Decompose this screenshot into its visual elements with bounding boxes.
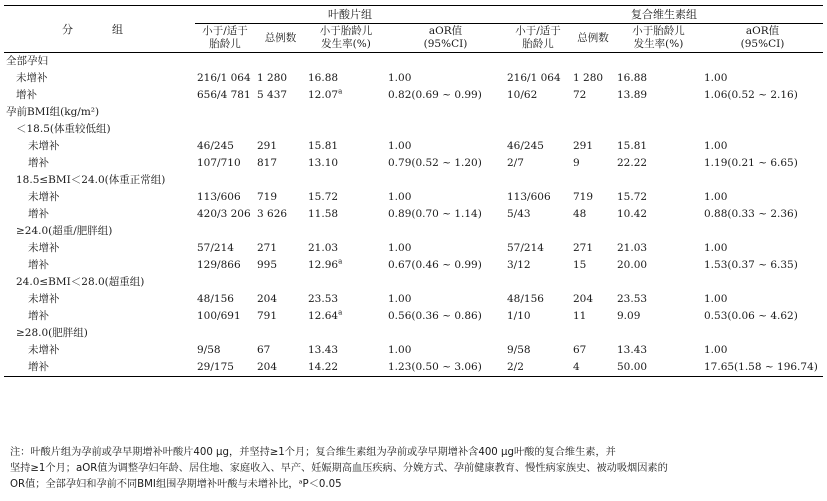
cell-value: 15.81 <box>308 140 339 152</box>
row-label: 未增补 <box>16 72 48 84</box>
cell-value: 1.00 <box>388 191 412 203</box>
cell-value: 13.43 <box>617 344 648 356</box>
header-text: 小于胎龄儿 <box>319 25 373 37</box>
header-mv-col-3 <box>702 24 823 53</box>
cell-fa-3 <box>386 138 505 155</box>
row-filler <box>195 274 823 291</box>
row-filler <box>195 104 823 121</box>
cell-mv-2 <box>615 308 702 325</box>
cell-fa-2 <box>306 257 386 274</box>
section-row <box>4 53 823 71</box>
cell-mv-1 <box>571 240 615 257</box>
row-filler <box>195 172 823 189</box>
cell-mv-2 <box>615 206 702 223</box>
cell-value: 11.58 <box>308 208 339 220</box>
header-mv-col-1 <box>571 24 615 53</box>
cell-value: 291 <box>257 140 278 152</box>
table-row <box>4 342 823 359</box>
cell-value: 1.00 <box>704 293 728 305</box>
header-fa-col-0 <box>195 24 255 53</box>
cell-value: 3/12 <box>507 259 531 271</box>
cell-value: 15 <box>573 259 587 271</box>
cell-value: 1.00 <box>704 72 728 84</box>
row-label: ＜18.5(体重较低组) <box>16 123 111 135</box>
cell-mv-0 <box>505 342 571 359</box>
cell-mv-2 <box>615 359 702 377</box>
cell-fa-3 <box>386 87 505 104</box>
cell-mv-3 <box>702 308 823 325</box>
cell-value: 12.07 <box>308 89 339 101</box>
cell-fa-0 <box>195 155 255 172</box>
cell-fa-2 <box>306 291 386 308</box>
cell-value: 1 280 <box>573 72 604 84</box>
cell-value: 5/43 <box>507 208 531 220</box>
header-text: 小于胎龄儿 <box>632 25 685 37</box>
cell-value: 129/866 <box>197 259 241 271</box>
cell-fa-2 <box>306 206 386 223</box>
cell-value: 0.89(0.70 ~ 1.14) <box>388 208 482 220</box>
table-row <box>4 70 823 87</box>
cell-value: 1.53(0.37 ~ 6.35) <box>704 259 798 271</box>
cell-value: 1.06(0.52 ~ 2.16) <box>704 89 798 101</box>
cell-value: 291 <box>573 140 594 152</box>
cell-value: 1.19(0.21 ~ 6.65) <box>704 157 798 169</box>
cell-value: 67 <box>573 344 587 356</box>
cell-mv-0 <box>505 70 571 87</box>
header-folic-acid-group: 叶酸片组 <box>195 6 505 24</box>
header-mv-col-0 <box>505 24 571 53</box>
cell-value: 9/58 <box>507 344 531 356</box>
cell-fa-3 <box>386 359 505 377</box>
cell-value: 216/1 064 <box>507 72 561 84</box>
cell-value: 3 626 <box>257 208 288 220</box>
cell-value: 271 <box>573 242 594 254</box>
section-row <box>4 325 823 342</box>
significance-mark: a <box>338 257 343 266</box>
row-filler <box>195 121 823 138</box>
cell-value: 719 <box>573 191 594 203</box>
header-text: 小于/适于 <box>202 25 248 37</box>
header-text: 胎龄儿 <box>209 38 241 50</box>
cell-mv-3 <box>702 291 823 308</box>
note-line-2: 坚持≥1个月；aOR值为调整孕妇年龄、居住地、家庭收入、早产、妊娠期高血压疾病、分娩方式、孕前健康教育、慢性病家族史、被动吸烟因素的 <box>10 463 668 474</box>
cell-mv-2 <box>615 240 702 257</box>
cell-value: 1.00 <box>704 140 728 152</box>
cell-fa-2 <box>306 70 386 87</box>
cell-fa-2 <box>306 189 386 206</box>
header-text: 胎龄儿 <box>522 38 554 50</box>
cell-mv-3 <box>702 359 823 377</box>
cell-value: 719 <box>257 191 278 203</box>
cell-mv-3 <box>702 138 823 155</box>
table-row <box>4 155 823 172</box>
cell-fa-1 <box>255 189 306 206</box>
cell-fa-1 <box>255 70 306 87</box>
significance-mark: a <box>338 87 343 96</box>
cell-fa-3 <box>386 257 505 274</box>
cell-fa-1 <box>255 206 306 223</box>
row-label: ≥24.0(超重/肥胖组) <box>16 225 113 237</box>
table-row <box>4 189 823 206</box>
cell-fa-0 <box>195 342 255 359</box>
cell-mv-0 <box>505 206 571 223</box>
header-text: (95%CI) <box>740 38 785 50</box>
cell-value: 48/156 <box>507 293 544 305</box>
cell-value: 1.00 <box>388 72 412 84</box>
cell-value: 2/7 <box>507 157 524 169</box>
cell-fa-3 <box>386 342 505 359</box>
cell-mv-3 <box>702 342 823 359</box>
cell-mv-3 <box>702 87 823 104</box>
table-row <box>4 138 823 155</box>
cell-value: 791 <box>257 310 278 322</box>
cell-value: 48/156 <box>197 293 234 305</box>
cell-fa-2 <box>306 240 386 257</box>
cell-value: 5 437 <box>257 89 288 101</box>
cell-mv-0 <box>505 87 571 104</box>
cell-mv-3 <box>702 189 823 206</box>
cell-fa-1 <box>255 359 306 377</box>
row-label: 未增补 <box>28 140 60 152</box>
table-row <box>4 359 823 377</box>
cell-value: 21.03 <box>308 242 339 254</box>
row-label: 18.5≤BMI＜24.0(体重正常组) <box>16 174 166 186</box>
table-row <box>4 257 823 274</box>
cell-fa-3 <box>386 70 505 87</box>
cell-fa-1 <box>255 240 306 257</box>
cell-fa-0 <box>195 308 255 325</box>
cell-value: 29/175 <box>197 361 234 373</box>
cell-fa-2 <box>306 359 386 377</box>
cell-mv-1 <box>571 308 615 325</box>
cell-mv-3 <box>702 240 823 257</box>
cell-value: 72 <box>573 89 587 101</box>
row-label: 增补 <box>28 208 49 220</box>
cell-fa-3 <box>386 240 505 257</box>
cell-value: 14.22 <box>308 361 339 373</box>
header-fa-col-2 <box>306 24 386 53</box>
row-label: 增补 <box>16 89 37 101</box>
cell-fa-3 <box>386 155 505 172</box>
header-fa-col-1 <box>255 24 306 53</box>
cell-fa-2 <box>306 138 386 155</box>
header-text: 小于/适于 <box>515 25 561 37</box>
cell-mv-2 <box>615 70 702 87</box>
row-filler <box>195 223 823 240</box>
results-table <box>4 5 823 377</box>
cell-value: 57/214 <box>507 242 544 254</box>
cell-mv-1 <box>571 138 615 155</box>
cell-mv-1 <box>571 291 615 308</box>
cell-fa-0 <box>195 189 255 206</box>
cell-fa-1 <box>255 291 306 308</box>
cell-value: 113/606 <box>507 191 551 203</box>
header-multivitamin-group: 复合维生素组 <box>505 6 823 24</box>
cell-mv-0 <box>505 257 571 274</box>
header-group-label: 分 组 <box>4 6 195 53</box>
cell-value: 1.00 <box>388 344 412 356</box>
cell-mv-0 <box>505 138 571 155</box>
row-label: 未增补 <box>28 242 60 254</box>
cell-mv-1 <box>571 257 615 274</box>
cell-mv-3 <box>702 257 823 274</box>
table-row <box>4 308 823 325</box>
cell-fa-1 <box>255 342 306 359</box>
cell-fa-1 <box>255 308 306 325</box>
cell-value: 10.42 <box>617 208 648 220</box>
cell-mv-0 <box>505 291 571 308</box>
cell-mv-1 <box>571 155 615 172</box>
row-label: 未增补 <box>28 191 60 203</box>
cell-value: 17.65(1.58 ~ 196.74) <box>704 361 818 373</box>
cell-value: 22.22 <box>617 157 648 169</box>
cell-value: 204 <box>573 293 594 305</box>
note-line-1: 注：叶酸片组为孕前或孕早期增补叶酸片400 μg，并坚持≥1个月；复合维生素组为孕前或孕早期增补含400 μg叶酸的复合维生素，并 <box>10 447 616 458</box>
cell-fa-2 <box>306 87 386 104</box>
row-filler <box>195 325 823 342</box>
cell-value: 12.64 <box>308 310 339 322</box>
cell-value: 21.03 <box>617 242 648 254</box>
cell-fa-0 <box>195 359 255 377</box>
table-row <box>4 87 823 104</box>
cell-fa-2 <box>306 155 386 172</box>
row-label: 增补 <box>28 259 49 271</box>
cell-fa-0 <box>195 206 255 223</box>
section-row <box>4 172 823 189</box>
cell-mv-1 <box>571 189 615 206</box>
row-label: 未增补 <box>28 293 60 305</box>
cell-mv-3 <box>702 155 823 172</box>
cell-mv-1 <box>571 87 615 104</box>
section-row <box>4 223 823 240</box>
cell-fa-1 <box>255 155 306 172</box>
row-label: 24.0≤BMI＜28.0(超重组) <box>16 276 145 288</box>
cell-value: 15.72 <box>308 191 339 203</box>
significance-mark: a <box>338 308 343 317</box>
cell-mv-0 <box>505 189 571 206</box>
cell-mv-1 <box>571 70 615 87</box>
row-label: 增补 <box>4 359 195 377</box>
cell-value: 0.79(0.52 ~ 1.20) <box>388 157 482 169</box>
cell-fa-0 <box>195 291 255 308</box>
cell-value: 1.00 <box>704 242 728 254</box>
cell-value: 16.88 <box>617 72 648 84</box>
cell-value: 1.00 <box>704 344 728 356</box>
cell-mv-2 <box>615 189 702 206</box>
note-line-3: OR值；全部孕妇和孕前不同BMI组围孕期增补叶酸与未增补比，ᵃP＜0.05 <box>10 479 342 490</box>
cell-fa-3 <box>386 308 505 325</box>
cell-mv-0 <box>505 155 571 172</box>
cell-fa-2 <box>306 342 386 359</box>
cell-value: 46/245 <box>197 140 234 152</box>
cell-value: 204 <box>257 361 278 373</box>
cell-mv-2 <box>615 291 702 308</box>
cell-value: 15.72 <box>617 191 648 203</box>
cell-value: 4 <box>573 361 580 373</box>
cell-value: 817 <box>257 157 278 169</box>
table-body <box>4 53 823 377</box>
cell-value: 0.88(0.33 ~ 2.36) <box>704 208 798 220</box>
cell-mv-1 <box>571 206 615 223</box>
table-row <box>4 240 823 257</box>
cell-mv-0 <box>505 359 571 377</box>
table-row <box>4 206 823 223</box>
cell-value: 107/710 <box>197 157 241 169</box>
cell-value: 9 <box>573 157 580 169</box>
cell-value: 48 <box>573 208 587 220</box>
cell-mv-3 <box>702 70 823 87</box>
cell-value: 204 <box>257 293 278 305</box>
header-text: 发生率(%) <box>633 38 684 50</box>
cell-value: 1/10 <box>507 310 531 322</box>
cell-value: 20.00 <box>617 259 648 271</box>
cell-fa-0 <box>195 70 255 87</box>
cell-fa-3 <box>386 206 505 223</box>
cell-value: 1.23(0.50 ~ 3.06) <box>388 361 482 373</box>
cell-value: 1.00 <box>388 140 412 152</box>
cell-value: 9/58 <box>197 344 221 356</box>
cell-value: 12.96 <box>308 259 339 271</box>
header-mv-col-2 <box>615 24 702 53</box>
cell-mv-2 <box>615 257 702 274</box>
row-label: 孕前BMI组(kg/m²) <box>6 106 100 118</box>
cell-value: 0.53(0.06 ~ 4.62) <box>704 310 798 322</box>
cell-value: 67 <box>257 344 271 356</box>
cell-mv-2 <box>615 138 702 155</box>
cell-value: 13.89 <box>617 89 648 101</box>
cell-value: 1.00 <box>388 242 412 254</box>
header-text: 发生率(%) <box>321 38 371 50</box>
section-row <box>4 104 823 121</box>
cell-fa-1 <box>255 257 306 274</box>
cell-value: 23.53 <box>308 293 339 305</box>
header-text: 总例数 <box>577 31 609 44</box>
cell-fa-3 <box>386 291 505 308</box>
header-text: (95%CI) <box>423 38 468 50</box>
cell-fa-0 <box>195 87 255 104</box>
cell-value: 1.00 <box>704 191 728 203</box>
row-label: 未增补 <box>28 344 60 356</box>
cell-value: 46/245 <box>507 140 544 152</box>
cell-value: 271 <box>257 242 278 254</box>
header-text: 总例数 <box>264 31 297 44</box>
cell-value: 113/606 <box>197 191 241 203</box>
cell-fa-2 <box>306 308 386 325</box>
cell-mv-3 <box>702 206 823 223</box>
cell-fa-1 <box>255 87 306 104</box>
cell-value: 2/2 <box>507 361 524 373</box>
cell-value: 420/3 206 <box>197 208 251 220</box>
cell-value: 11 <box>573 310 587 322</box>
section-row <box>4 121 823 138</box>
cell-value: 656/4 781 <box>197 89 251 101</box>
row-label: 全部孕妇 <box>6 55 48 67</box>
header-fa-col-3 <box>386 24 505 53</box>
cell-mv-2 <box>615 342 702 359</box>
cell-value: 13.10 <box>308 157 339 169</box>
cell-fa-3 <box>386 189 505 206</box>
cell-value: 0.82(0.69 ~ 0.99) <box>388 89 482 101</box>
cell-value: 0.67(0.46 ~ 0.99) <box>388 259 482 271</box>
cell-value: 16.88 <box>308 72 339 84</box>
table-row <box>4 291 823 308</box>
cell-fa-0 <box>195 257 255 274</box>
cell-mv-0 <box>505 308 571 325</box>
header-text: aOR值 <box>428 25 463 37</box>
cell-value: 15.81 <box>617 140 648 152</box>
row-label: 增补 <box>28 310 49 322</box>
cell-value: 10/62 <box>507 89 538 101</box>
cell-value: 216/1 064 <box>197 72 251 84</box>
section-row <box>4 274 823 291</box>
row-filler <box>195 53 823 71</box>
cell-fa-1 <box>255 138 306 155</box>
cell-mv-1 <box>571 342 615 359</box>
cell-fa-0 <box>195 240 255 257</box>
cell-value: 23.53 <box>617 293 648 305</box>
cell-value: 100/691 <box>197 310 241 322</box>
cell-fa-0 <box>195 138 255 155</box>
table-notes <box>10 445 822 493</box>
row-label: ≥28.0(肥胖组) <box>16 327 88 339</box>
cell-value: 13.43 <box>308 344 339 356</box>
cell-value: 0.56(0.36 ~ 0.86) <box>388 310 482 322</box>
cell-value: 1 280 <box>257 72 288 84</box>
cell-value: 50.00 <box>617 361 648 373</box>
header-row-groups <box>4 6 823 24</box>
cell-value: 1.00 <box>388 293 412 305</box>
cell-value: 995 <box>257 259 278 271</box>
cell-value: 57/214 <box>197 242 234 254</box>
row-label: 增补 <box>28 157 49 169</box>
header-text: aOR值 <box>745 25 780 37</box>
cell-mv-1 <box>571 359 615 377</box>
cell-mv-2 <box>615 155 702 172</box>
cell-mv-2 <box>615 87 702 104</box>
cell-mv-0 <box>505 240 571 257</box>
cell-value: 9.09 <box>617 310 641 322</box>
